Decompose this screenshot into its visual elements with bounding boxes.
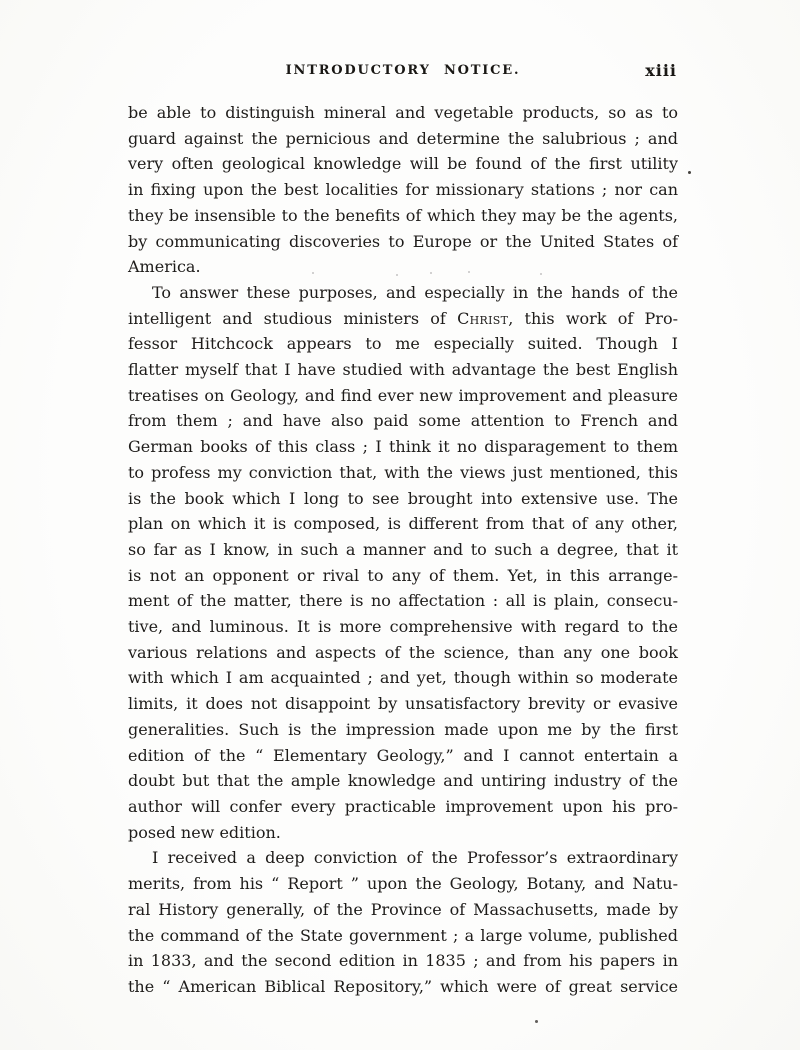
text-line: tive, and luminous. It is more comprehensive with regard to the (128, 617, 678, 637)
text-line: they be insensible to the benefits of which they may be the agents, (128, 205, 678, 225)
text-line: guard against the pernicious and determine the salubrious ; and (128, 128, 678, 148)
text-line: edition of the “ Elementary Geology,” and I cannot entertain a (128, 745, 678, 765)
page-number: xiii (645, 61, 677, 80)
text-line: To answer these purposes, and especially in the hands of the (152, 282, 678, 302)
text-line: ral History generally, of the Province of Massachusetts, made by (128, 899, 678, 919)
text-line: the “ American Biblical Repository,” which were of great service (128, 976, 678, 996)
text-line: is the book which I long to see brought into extensive use. The (128, 488, 678, 508)
text-line: is not an opponent or rival to any of them. Yet, in this arrange- (128, 565, 678, 585)
text-line: generalities. Such is the impression made upon me by the first (128, 719, 678, 739)
scan-artifact-speck (430, 272, 432, 274)
body-text (128, 100, 678, 1000)
text-line: so far as I know, in such a manner and to such a degree, that it (128, 539, 678, 559)
scan-artifact-dot (535, 1020, 538, 1023)
running-head-title: INTRODUCTORY NOTICE. (285, 63, 521, 78)
text-segment: , this work of Pro- (508, 308, 678, 328)
scan-artifact-speck (396, 274, 398, 276)
scan-artifact-speck (312, 272, 314, 274)
text-segment: intelligent and studious ministers of (128, 308, 458, 328)
text-line: be able to distinguish mineral and vegetable products, so as to (128, 103, 678, 122)
scan-artifact-speck (468, 271, 470, 273)
text-line: doubt but that the ample knowledge and untiring industry of the (128, 771, 678, 791)
text-line: America. (128, 257, 201, 277)
text-line: to profess my conviction that, with the views just mentioned, this (128, 462, 678, 482)
text-line: treatises on Geology, and find ever new improvement and pleasure (128, 385, 678, 405)
text-line: very often geological knowledge will be found of the first utility (128, 154, 678, 174)
text-line: I received a deep conviction of the Professor’s extraordinary (152, 848, 678, 868)
text-line: with which I am acquainted ; and yet, though within so moderate (128, 668, 678, 688)
text-line: limits, it does not disappoint by unsatisfactory brevity or evasive (128, 694, 678, 714)
text-line: ment of the matter, there is no affectation : all is plain, consecu- (128, 591, 678, 611)
text-line: German books of this class ; I think it no disparagement to them (128, 437, 678, 457)
text-line: various relations and aspects of the science, than any one book (128, 642, 678, 662)
text-line: from them ; and have also paid some attention to French and (128, 411, 678, 431)
text-line: the command of the State government ; a large volume, published (128, 925, 678, 945)
text-line (128, 306, 678, 332)
text-line: merits, from his “ Report ” upon the Geology, Botany, and Natu- (128, 874, 678, 894)
scan-artifact-dot (688, 171, 691, 174)
text-line: in fixing upon the best localities for missionary stations ; nor can (128, 180, 678, 200)
christ-smallcaps: Christ (457, 308, 509, 328)
text-line: by communicating discoveries to Europe or the United States of (128, 231, 678, 251)
text-line: author will confer every practicable improvement upon his pro- (128, 796, 678, 816)
text-line: posed new edition. (128, 822, 281, 842)
text-line: plan on which it is composed, is different from that of any other, (128, 514, 678, 534)
text-line: flatter myself that I have studied with advantage the best English (128, 360, 678, 380)
text-line: in 1833, and the second edition in 1835 ; and from his papers in (128, 951, 678, 971)
text-line: fessor Hitchcock appears to me especially suited. Though I (128, 334, 678, 354)
scan-artifact-speck (540, 273, 542, 275)
